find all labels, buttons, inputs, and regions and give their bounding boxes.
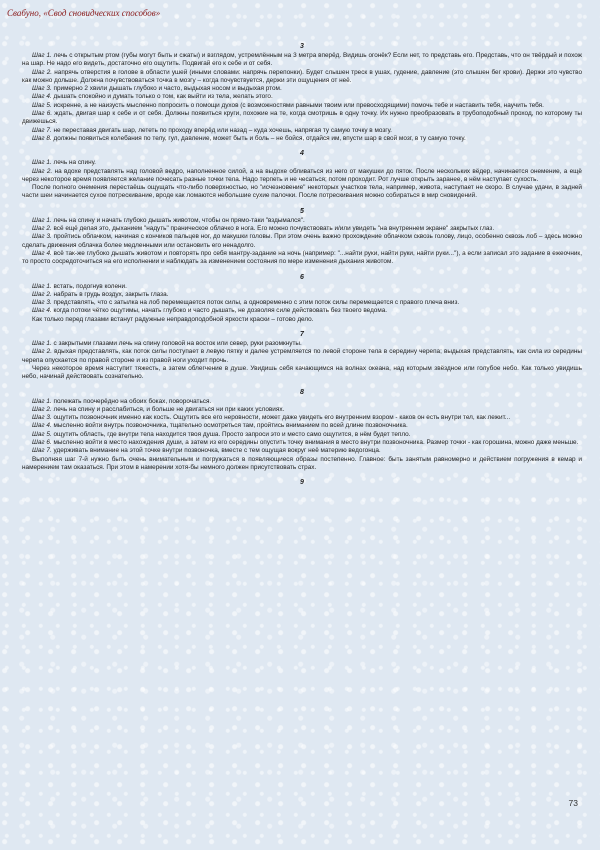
section <box>22 478 582 487</box>
paragraph-text: всё ещё делая это, дыханием "надуть" праническое облачко в нога. Его можно почувствовать и/или увидеть "на внутреннем экране" закрытых глаз. <box>51 225 495 233</box>
paragraph-text: пройтись облачком, начиная с кончиков пальцев ног, до макушки головы. При этом очень важно прохождение облачком сквозь голову, лицо, особенно сквозь лоб – здесь можно сделать движения облачка более медленными или остановить его ненадолго. <box>22 233 582 249</box>
step-label: Шаг 4. <box>32 249 52 257</box>
section-number: 4 <box>300 150 304 158</box>
paragraph <box>22 456 582 473</box>
paragraph <box>22 52 582 69</box>
paragraph <box>22 250 582 267</box>
paragraph <box>22 127 582 135</box>
step-label: Шаг 5. <box>32 101 52 109</box>
paragraph-text: примерно 2 хвили дышать глубоко и часто, выдыхая носом и выдыхая ртом. <box>51 85 282 93</box>
step-label: Шаг 2. <box>32 348 52 356</box>
paragraph-text: не переставая двигать шар, лететь по проходу вперёд или назад – куда хочешь, напрягая ту самую точку в мозгу. <box>51 126 392 134</box>
paragraph-text: когда потоки чётко ощутимы, начать глубоко и часто дышать, не дозволяя силе действовать без твоего ведома. <box>51 307 388 315</box>
paragraph <box>22 102 582 110</box>
step-label: Шаг 4. <box>32 93 52 101</box>
paragraph <box>22 406 582 414</box>
step-label: Шаг 7. <box>32 126 52 134</box>
paragraph <box>22 135 582 143</box>
step-label: Шаг 2. <box>32 405 52 413</box>
step-label: Шаг 1. <box>32 282 52 290</box>
section <box>22 273 582 324</box>
step-label: Шаг 2. <box>32 68 53 76</box>
paragraph <box>22 233 582 250</box>
paragraph-text: полежать поочерёдно на обоих боках, поворочаться. <box>51 397 212 405</box>
paragraph-text: представлять, что с затылка на лоб перемещается поток силы, а одновременно с этим поток силы перемещается с правого плеча вниз. <box>51 299 460 307</box>
step-label: Шаг 3. <box>32 414 52 422</box>
paragraph-text: ждать, двигая шар к себе и от себя. Должны появиться круги, похожие на те, когда смотришь в одну точку. Их нужно преобразовать в трубоподобный проход, по которому ты движешься. <box>22 110 582 126</box>
step-label: Шаг 8. <box>32 134 52 142</box>
page-content <box>22 42 582 493</box>
paragraph-text: лечь на спину и начать глубоко дышать животом, чтобы он прямо-таки "вздымался". <box>51 216 305 224</box>
paragraph-text: мысленно войти внутрь позвоночника, тщательно осмотреться там, пройтись вниманием по всей длине позвоночника. <box>51 422 408 430</box>
section <box>22 388 582 473</box>
paragraph <box>22 398 582 406</box>
paragraph-text: с закрытыми глазами лечь на спину головой на восток или север, руки разомкнуты. <box>51 340 302 348</box>
step-label: Шаг 6. <box>32 438 52 446</box>
paragraph <box>22 365 582 382</box>
section <box>22 149 582 200</box>
section-number: 3 <box>300 43 304 50</box>
paragraph-text: встать, подогнув колени. <box>51 282 127 290</box>
step-label: Шаг 1. <box>32 397 52 405</box>
step-label: Шаг 3. <box>32 299 52 307</box>
paragraph <box>22 168 582 185</box>
step-label: Шаг 3. <box>32 233 52 241</box>
section <box>22 330 582 381</box>
section-number: 8 <box>300 388 304 396</box>
paragraph-text: удерживать внимание на этой точке внутри позвоночка, вместе с тем ощущая вокруг неё материю ведогонца. <box>51 447 381 455</box>
section-number: 5 <box>300 207 304 215</box>
step-label: Шаг 3. <box>32 85 52 93</box>
paragraph <box>22 283 582 291</box>
step-label: Шаг 4. <box>32 422 52 430</box>
paragraph-text: ощутить область, где внутри тела находится твоя душа. Просто запроси это и место само ощутится, в нём будет тепло. <box>51 430 411 438</box>
paragraph <box>22 217 582 225</box>
paragraph-text: мысленно войти в место нахождения души, а затем из его середины опустить точку внимания в место внутри позвоночника. Размер точки - как горошина, можно даже меньше. <box>51 438 579 446</box>
paragraph <box>22 316 582 324</box>
paragraph <box>22 69 582 86</box>
step-label: Шаг 1. <box>32 340 52 348</box>
paragraph-text: напрячь отверстия в голове в области ушей (иными словами: напрячь перепонки). Будет слышен треск в ушах, гудение, давление (это слышен бег крови). Держи это чувство как можно дольше. Должна почувствоваться точка в мозгу – когда почувствуется, держи эти ощущения от неё. <box>22 68 583 84</box>
paragraph <box>22 159 582 167</box>
section-number: 6 <box>300 273 304 281</box>
paragraph <box>22 348 582 365</box>
step-label: Шаг 1. <box>32 52 52 59</box>
paragraph-text: на вдохе представлять над головой ведро, наполненное силой, а на выдохе обливаться из него от макушки до пяток. После нескольких вёдер, начинается онемение, а ещё через некоторое время появляется желание почесать разные точки тела. Надо терпеть и не чесаться; потом проходит. Рот лучше открыть заранее, в нём наступает сухость. <box>22 167 582 183</box>
step-label: Шаг 5. <box>32 430 52 438</box>
paragraph-text: всё так-же глубоко дышать животом и повторять про себя мантру-задание на ночь (например: "...найти руки, найти руки, найти руки..."), а если записал это задание в ежеочник, то просто сосредоточиться на его исполнении и наблюдать за изменением состояния по мере изменения дыхания животом. <box>22 249 582 266</box>
paragraph <box>22 184 582 201</box>
paragraph-text: После полного онемения перестаёшь ощущать что-либо поверхностью, но "исчезновение" некоторых участков тела, например, живота, наступает не скоро. В случае удачи, в задней части шеи начинается сухое потрескивание, вроде как ломаются небольшие сухие палочки. После потрескивания можно собираться в мир сновидений. <box>22 184 582 200</box>
paragraph-text: Через некоторое время наступит тяжесть, а затем облегчение в душе. Увидишь себя качающимся на волнах океана, над которым звёздное или голубое небо. Как только увидишь небо, начинай действовать сознательно. <box>22 364 582 381</box>
paragraph-text: лечь с открытым ртом (губы могут быть и сжаты) и взглядом, устремлённым на 3 метра вперёд. Видишь огонёк? Если нет, то представь его. Представь, что он твёрдый и похож на шар. Не надо его видеть, достаточно его ощутить. Подвигай его к себе и от себя. <box>22 52 582 68</box>
paragraph-text: Выполняя шаг 7-й нужно быть очень внимательным и погружаться в появляющиеся образы постепенно. Главное: быть занятым равномерно и действием погружения в кемар и намерением там оказаться. При этом в намерении хотя-бы немного должен присутствовать страх. <box>22 455 582 471</box>
paragraph <box>22 431 582 439</box>
paragraph <box>22 422 582 430</box>
paragraph <box>22 291 582 299</box>
section-number: 9 <box>300 479 304 487</box>
step-label: Шаг 1. <box>32 216 52 224</box>
page-number: 73 <box>568 798 578 808</box>
running-header: Свабуно, «Свод сновидческих способов» <box>7 8 161 18</box>
step-label: Шаг 2. <box>32 290 52 298</box>
paragraph-text: искренне, а не наизусть мысленно попросить о помощи духов (с возможностями равными твоим или превосходящими) помочь тебе и наставить тебя, научить тебя. <box>51 101 544 109</box>
paragraph <box>22 307 582 315</box>
step-label: Шаг 1. <box>32 159 52 167</box>
step-label: Шаг 2. <box>32 167 53 175</box>
paragraph-text: ощутить позвоночник именно как кость. Ощутить все его неровности, может даже увидеть его внутренним взором - каков он есть внутри тел, как лежит... <box>51 414 511 422</box>
step-label: Шаг 4. <box>32 307 52 315</box>
paragraph-text: лечь на спину и расслабиться, и больше не двигаться ни при каких условиях. <box>51 405 285 413</box>
paragraph <box>22 447 582 455</box>
step-label: Шаг 2. <box>32 225 52 233</box>
section <box>22 42 582 143</box>
paragraph-text: должны появиться колебания по телу, гул, давление, может быть и боль – не бойся, отдайся им, впусти шар в свой мозг, в ту самую точку. <box>51 134 466 142</box>
paragraph-text: набрать в грудь воздух, закрыть глаза. <box>51 290 169 298</box>
paragraph-text: Как только перед глазами встанут радужные неправдоподобной яркости краски – готово дело. <box>32 315 314 323</box>
section-number: 7 <box>300 331 304 339</box>
paragraph <box>22 93 582 101</box>
section <box>22 207 582 267</box>
paragraph-text: дышать спокойно и думать только о том, как выйти из тела, желать этого. <box>51 93 273 101</box>
paragraph-text: вдыхая представлять, как поток силы поступает в левую пятку и далее устремляется по левой стороне тела в середину черепа; выдыхая представлять, как сила из середины черепа опускается по правой стороне и из правой ноги уходит прочь. <box>22 348 582 364</box>
paragraph <box>22 110 582 127</box>
step-label: Шаг 7. <box>32 447 52 455</box>
step-label: Шаг 6. <box>32 110 53 118</box>
paragraph-text: лечь на спину. <box>51 159 96 167</box>
